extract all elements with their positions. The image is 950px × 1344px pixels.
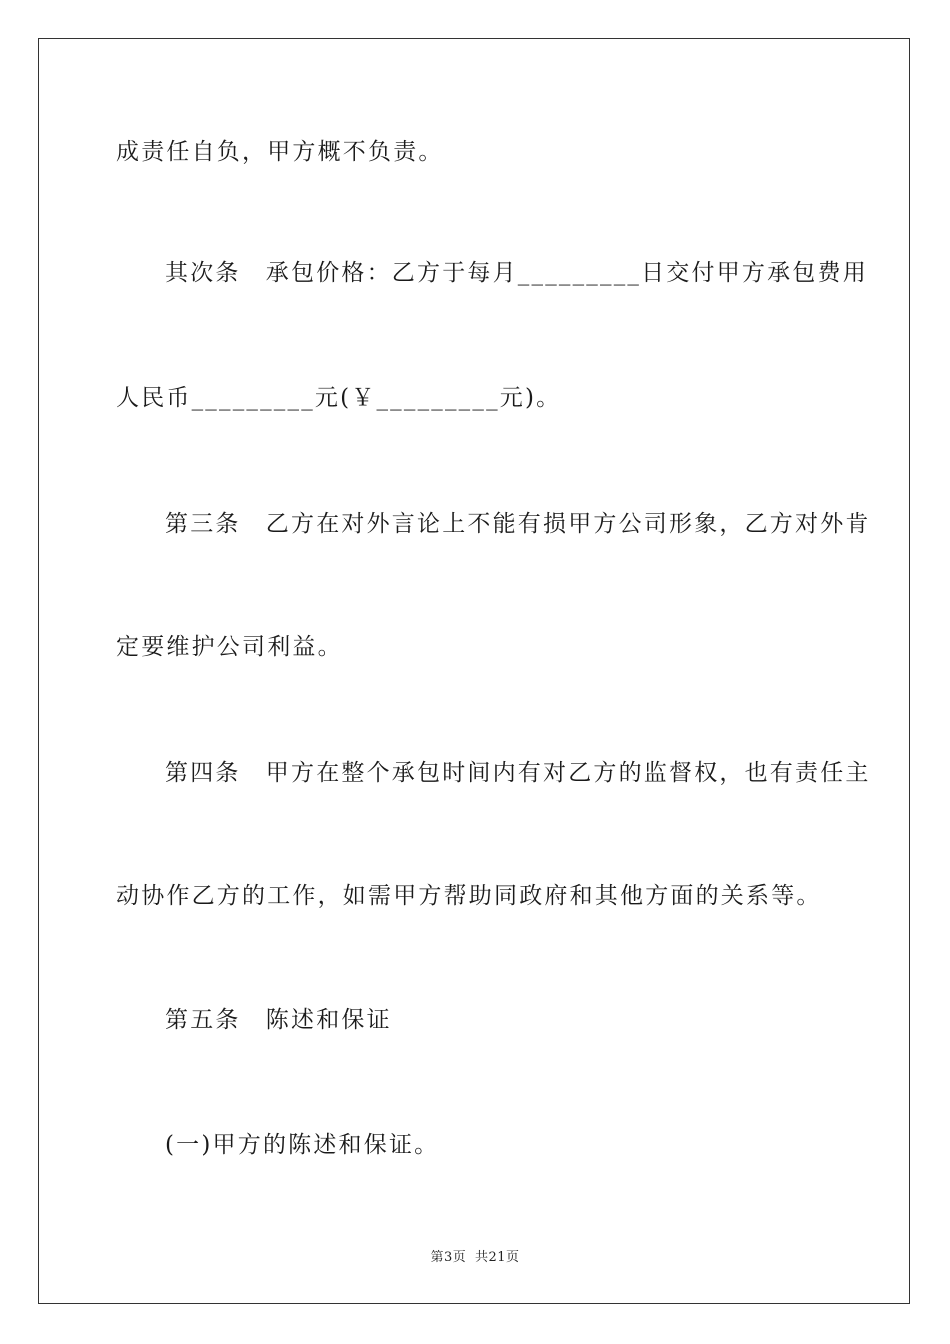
page-border: [38, 38, 910, 1304]
subsection-heading: (一)甲方的陈述和保证。: [165, 1132, 440, 1158]
paragraph-line: 第三条 乙方在对外言论上不能有损甲方公司形象，乙方对外肯: [165, 511, 871, 537]
paragraph-line: 成责任自负，甲方概不负责。: [116, 139, 444, 165]
section-heading: 第五条 陈述和保证: [165, 1007, 392, 1033]
page-footer: [0, 1246, 950, 1265]
paragraph-line: 人民币_________元(￥_________元)。: [116, 385, 562, 411]
paragraph-line: 其次条 承包价格：乙方于每月_________日交付甲方承包费用: [165, 260, 868, 286]
paragraph-line: 动协作乙方的工作，如需甲方帮助同政府和其他方面的关系等。: [116, 883, 822, 909]
page-number: 第3页: [430, 1250, 467, 1265]
total-pages: 共21页: [474, 1250, 520, 1265]
paragraph-line: 定要维护公司利益。: [116, 634, 343, 660]
paragraph-line: 第四条 甲方在整个承包时间内有对乙方的监督权，也有责任主: [165, 760, 871, 786]
